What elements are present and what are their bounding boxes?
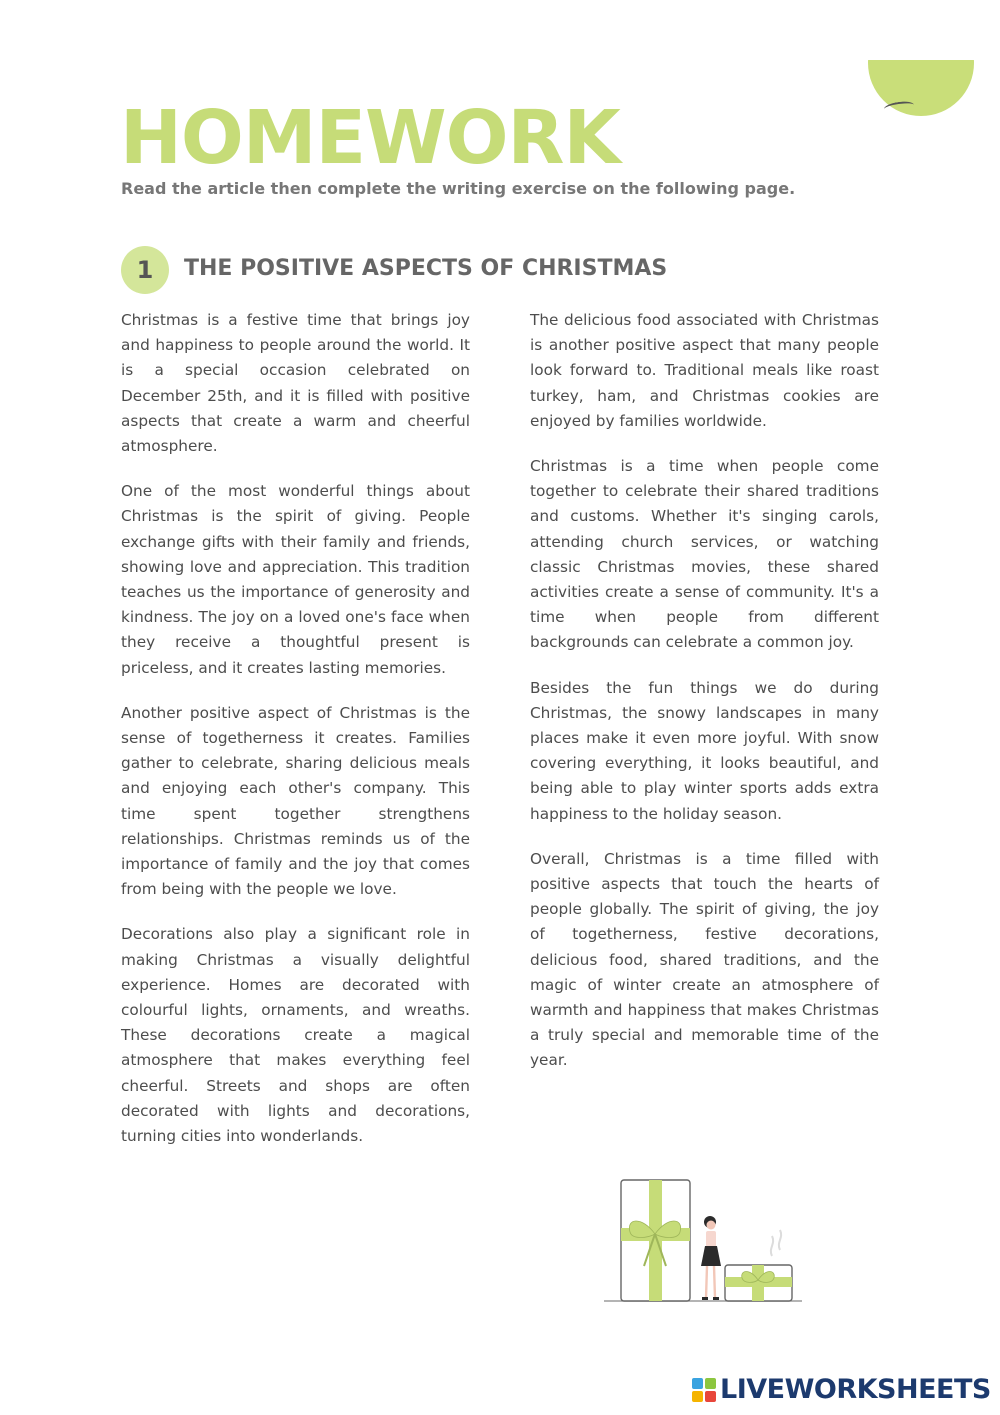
- article-right-column: [530, 308, 879, 1094]
- article-paragraph: One of the most wonderful things about Christmas is the spirit of giving. People exchange gifts with their family and friends, showing love and appreciation. This tradition teaches us the importance of generosity and kindness. The joy on a loved one's face when they receive a thoughtful present is priceless, and it creates lasting memories.: [121, 482, 470, 677]
- liveworksheets-logo-icon: [692, 1378, 716, 1402]
- article-paragraph: The delicious food associated with Christmas is another positive aspect that many people look forward to. Traditional meals like roast turkey, ham, and Christmas cookies are enjoyed by families worldwide.: [530, 311, 879, 430]
- section-number-badge: 1: [121, 246, 169, 294]
- woman-shoe-right: [713, 1297, 719, 1300]
- woman-face: [707, 1221, 716, 1230]
- woman-skirt: [701, 1246, 721, 1266]
- woman-leg-right: [714, 1266, 715, 1298]
- liveworksheets-brand: [692, 1373, 991, 1407]
- woman-shoe-left: [702, 1297, 708, 1300]
- article-paragraph: Christmas is a festive time that brings joy and happiness to people around the world. It is a special occasion celebrated on December 25th, and it is filled with positive aspects that create a warm and cheerful atmosphere.: [121, 311, 470, 456]
- article-paragraph: Besides the fun things we do during Christmas, the snowy landscapes in many places make it even more joyful. With snow covering everything, it looks beautiful, and being able to play winter sports adds extra happiness to the holiday season.: [530, 678, 879, 823]
- page-title: HOMEWORK: [120, 95, 620, 181]
- brand-wordmark: LIVEWORKSHEETS: [720, 1374, 991, 1405]
- article-paragraph: Christmas is a time when people come together to celebrate their shared traditions and customs. Whether it's singing carols, attending church services, or watching classic Christmas movies, these shared activities create a sense of community. It's a time when people from different backgrounds can celebrate a common joy.: [530, 457, 879, 652]
- steam-wisps: [771, 1230, 781, 1256]
- woman-leg-left: [706, 1266, 707, 1298]
- section-title: THE POSITIVE ASPECTS OF CHRISTMAS: [184, 256, 668, 281]
- gifts-illustration: [604, 1176, 804, 1306]
- article-paragraph: Decorations also play a significant role in making Christmas a visually delightful experience. Homes are decorated with colourful lights, ornaments, and wreaths. These decorations create a magical atmosphere that makes everything feel cheerful. Streets and shops are often decorated with lights and decorations, turning cities into wonderlands.: [121, 925, 470, 1146]
- article-paragraph: Overall, Christmas is a time filled with positive aspects that touch the hearts of people globally. The spirit of giving, the joy of togetherness, festive decorations, delicious food, shared traditions, and the magic of winter create an atmosphere of warmth and happiness that makes Christmas a truly special and memorable time of the year.: [530, 849, 879, 1070]
- woman-top: [706, 1231, 716, 1247]
- page-subtitle: Read the article then complete the writing exercise on the following page.: [121, 179, 796, 198]
- corner-decoration: [868, 60, 974, 132]
- article-paragraph: Another positive aspect of Christmas is the sense of togetherness it creates. Families gather to celebrate, sharing delicious meals and enjoying each other's company. This time spent together strengthens relationships. Christmas reminds us of the importance of family and the joy that comes from being with the people we love.: [121, 703, 470, 899]
- small-gift-ribbon-horizontal: [725, 1277, 792, 1287]
- article-left-column: [121, 308, 470, 1169]
